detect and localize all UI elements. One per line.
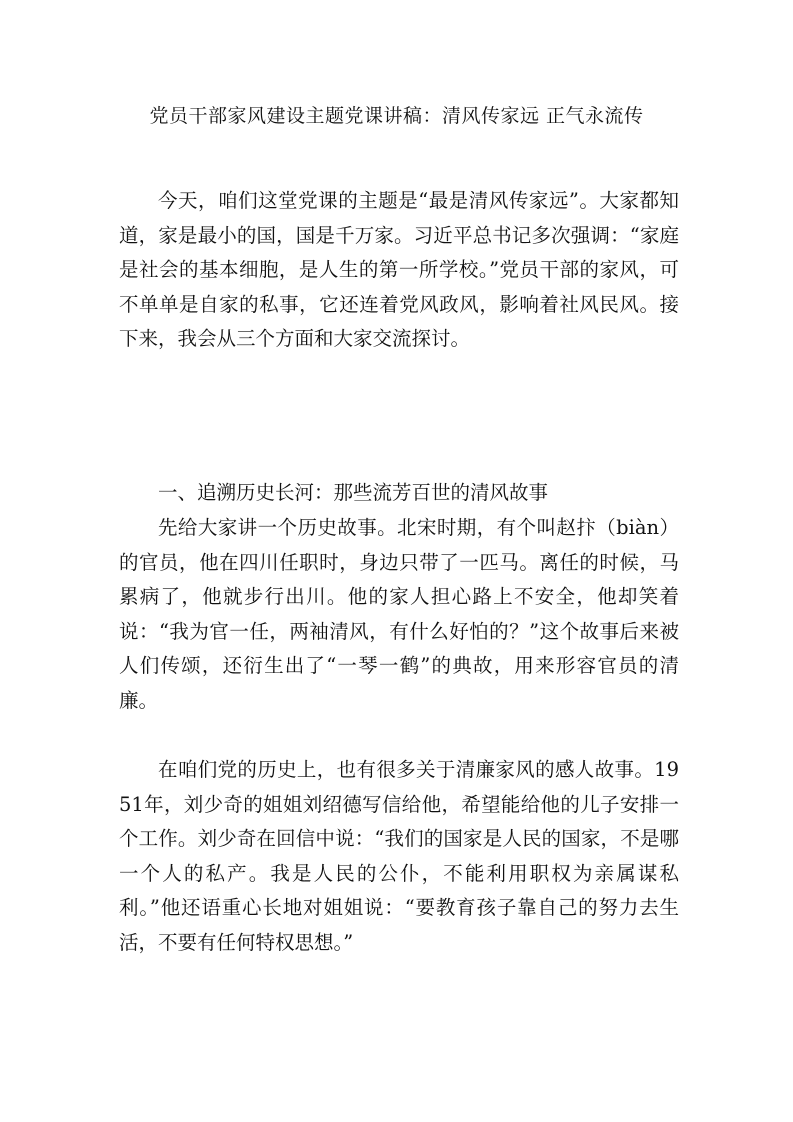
story-paragraph: 先给大家讲一个历史故事。北宋时期，有个叫赵抃（biàn）的官员，他在四川任职时，身边只带了一匹马。离任的时候，马累病了，他就步行出川。他的家人担心路上不安全，他却笑着说：“我为官一任，两袖清风，有什么好怕的？”这个故事后来被人们传颂，还衍生出了“一琴一鹤”的典故，用来形容官员的清廉。 bbox=[119, 516, 679, 712]
section-heading: 一、追溯历史长河：那些流芳百世的清风故事 bbox=[158, 481, 549, 504]
party-history-paragraph: 在咱们党的历史上，也有很多关于清廉家风的感人故事。1951年，刘少奇的姐姐刘绍德写信给他，希望能给他的儿子安排一个工作。刘少奇在回信中说：“我们的国家是人民的国家，不是哪一个人的私产。我是人民的公仆，不能利用职权为亲属谋私利。”他还语重心长地对姐姐说：“要教育孩子靠自己的努力去生活，不要有任何特权思想。” bbox=[119, 758, 679, 954]
document-title: 党员干部家风建设主题党课讲稿：清风传家远 正气永流传 bbox=[149, 105, 644, 127]
intro-paragraph: 今天，咱们这堂党课的主题是“最是清风传家远”。大家都知道，家是最小的国，国是千万家。习近平总书记多次强调：“家庭是社会的基本细胞，是人生的第一所学校。”党员干部的家风，可不单单是自家的私事，它还连着党风政风，影响着社风民风。接下来，我会从三个方面和大家交流探讨。 bbox=[119, 189, 679, 350]
